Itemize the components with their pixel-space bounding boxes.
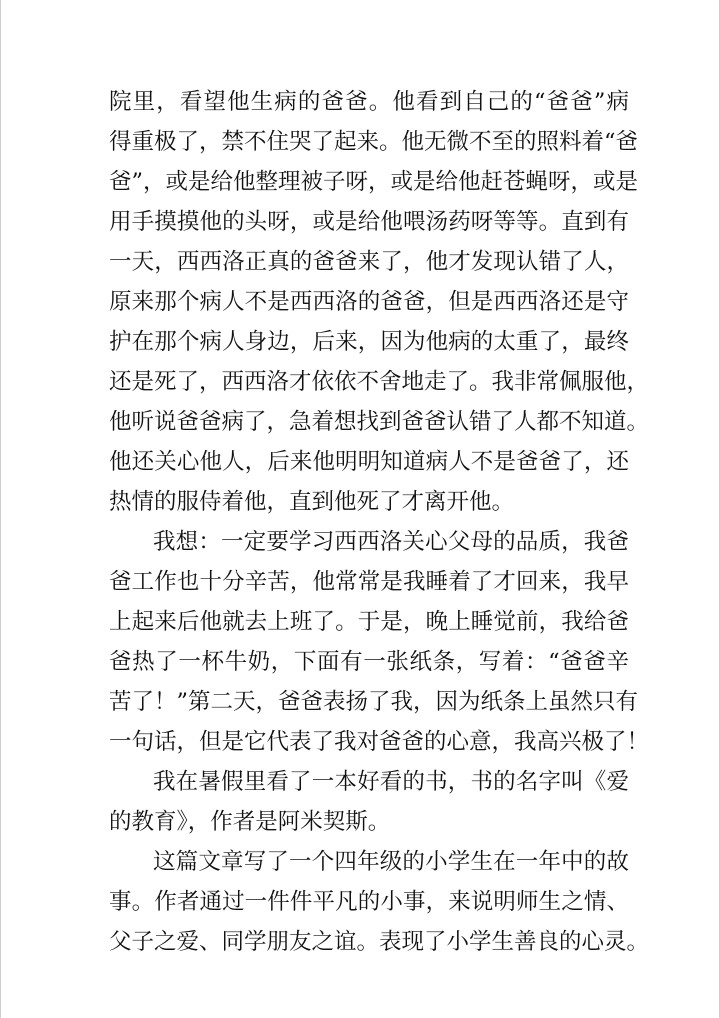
text-line: 他听说爸爸病了，急着想找到爸爸认错了人都不知道。 <box>109 409 650 435</box>
text-line: 他还关心他人，后来他明明知道病人不是爸爸了，还 <box>109 449 629 475</box>
text-line: 热情的服侍着他，直到他死了才离开他。 <box>109 489 515 515</box>
text-line: 得重极了，禁不住哭了起来。他无微不至的照料着“爸 <box>109 129 639 155</box>
paragraph-1 <box>109 82 650 522</box>
paragraph-2 <box>109 522 650 762</box>
paragraph-4 <box>109 842 650 962</box>
text-line: 爸工作也十分辛苦，他常常是我睡着了才回来，我早 <box>109 569 629 595</box>
document-body <box>109 82 650 962</box>
text-line: 原来那个病人不是西西洛的爸爸，但是西西洛还是守 <box>109 289 629 315</box>
text-line: 上起来后他就去上班了。于是，晚上睡觉前，我给爸 <box>109 609 629 635</box>
text-line: 用手摸摸他的头呀，或是给他喂汤药呀等等。直到有 <box>109 209 629 235</box>
text-line: 爸热了一杯牛奶，下面有一张纸条，写着：“爸爸辛 <box>109 649 629 675</box>
text-line: 一句话，但是它代表了我对爸爸的心意，我高兴极了！ <box>109 729 650 755</box>
text-line: 父子之爱、同学朋友之谊。表现了小学生善良的心灵。 <box>109 929 650 955</box>
text-line: 苦了！”第二天，爸爸表扬了我，因为纸条上虽然只有 <box>109 689 639 715</box>
page-left-border <box>0 0 1 1018</box>
text-line: 我在暑假里看了一本好看的书，书的名字叫《爱 <box>153 769 629 795</box>
paragraph-3 <box>109 762 629 842</box>
text-line: 护在那个病人身边，后来，因为他病的太重了，最终 <box>109 329 629 355</box>
text-line: 爸”，或是给他整理被子呀，或是给他赶苍蝇呀，或是 <box>109 169 639 195</box>
text-line: 一天，西西洛正真的爸爸来了，他才发现认错了人， <box>109 249 629 275</box>
text-line: 还是死了，西西洛才依依不舍地走了。我非常佩服他， <box>109 369 650 395</box>
text-line: 我想：一定要学习西西洛关心父母的品质，我爸 <box>153 529 629 555</box>
text-line: 这篇文章写了一个四年级的小学生在一年中的故 <box>153 849 629 875</box>
text-line: 的教育》，作者是阿米契斯。 <box>109 809 391 835</box>
text-line: 事。作者通过一件件平凡的小事，来说明师生之情、 <box>109 889 629 915</box>
text-line: 院里，看望他生病的爸爸。他看到自己的“爸爸”病 <box>109 89 629 115</box>
